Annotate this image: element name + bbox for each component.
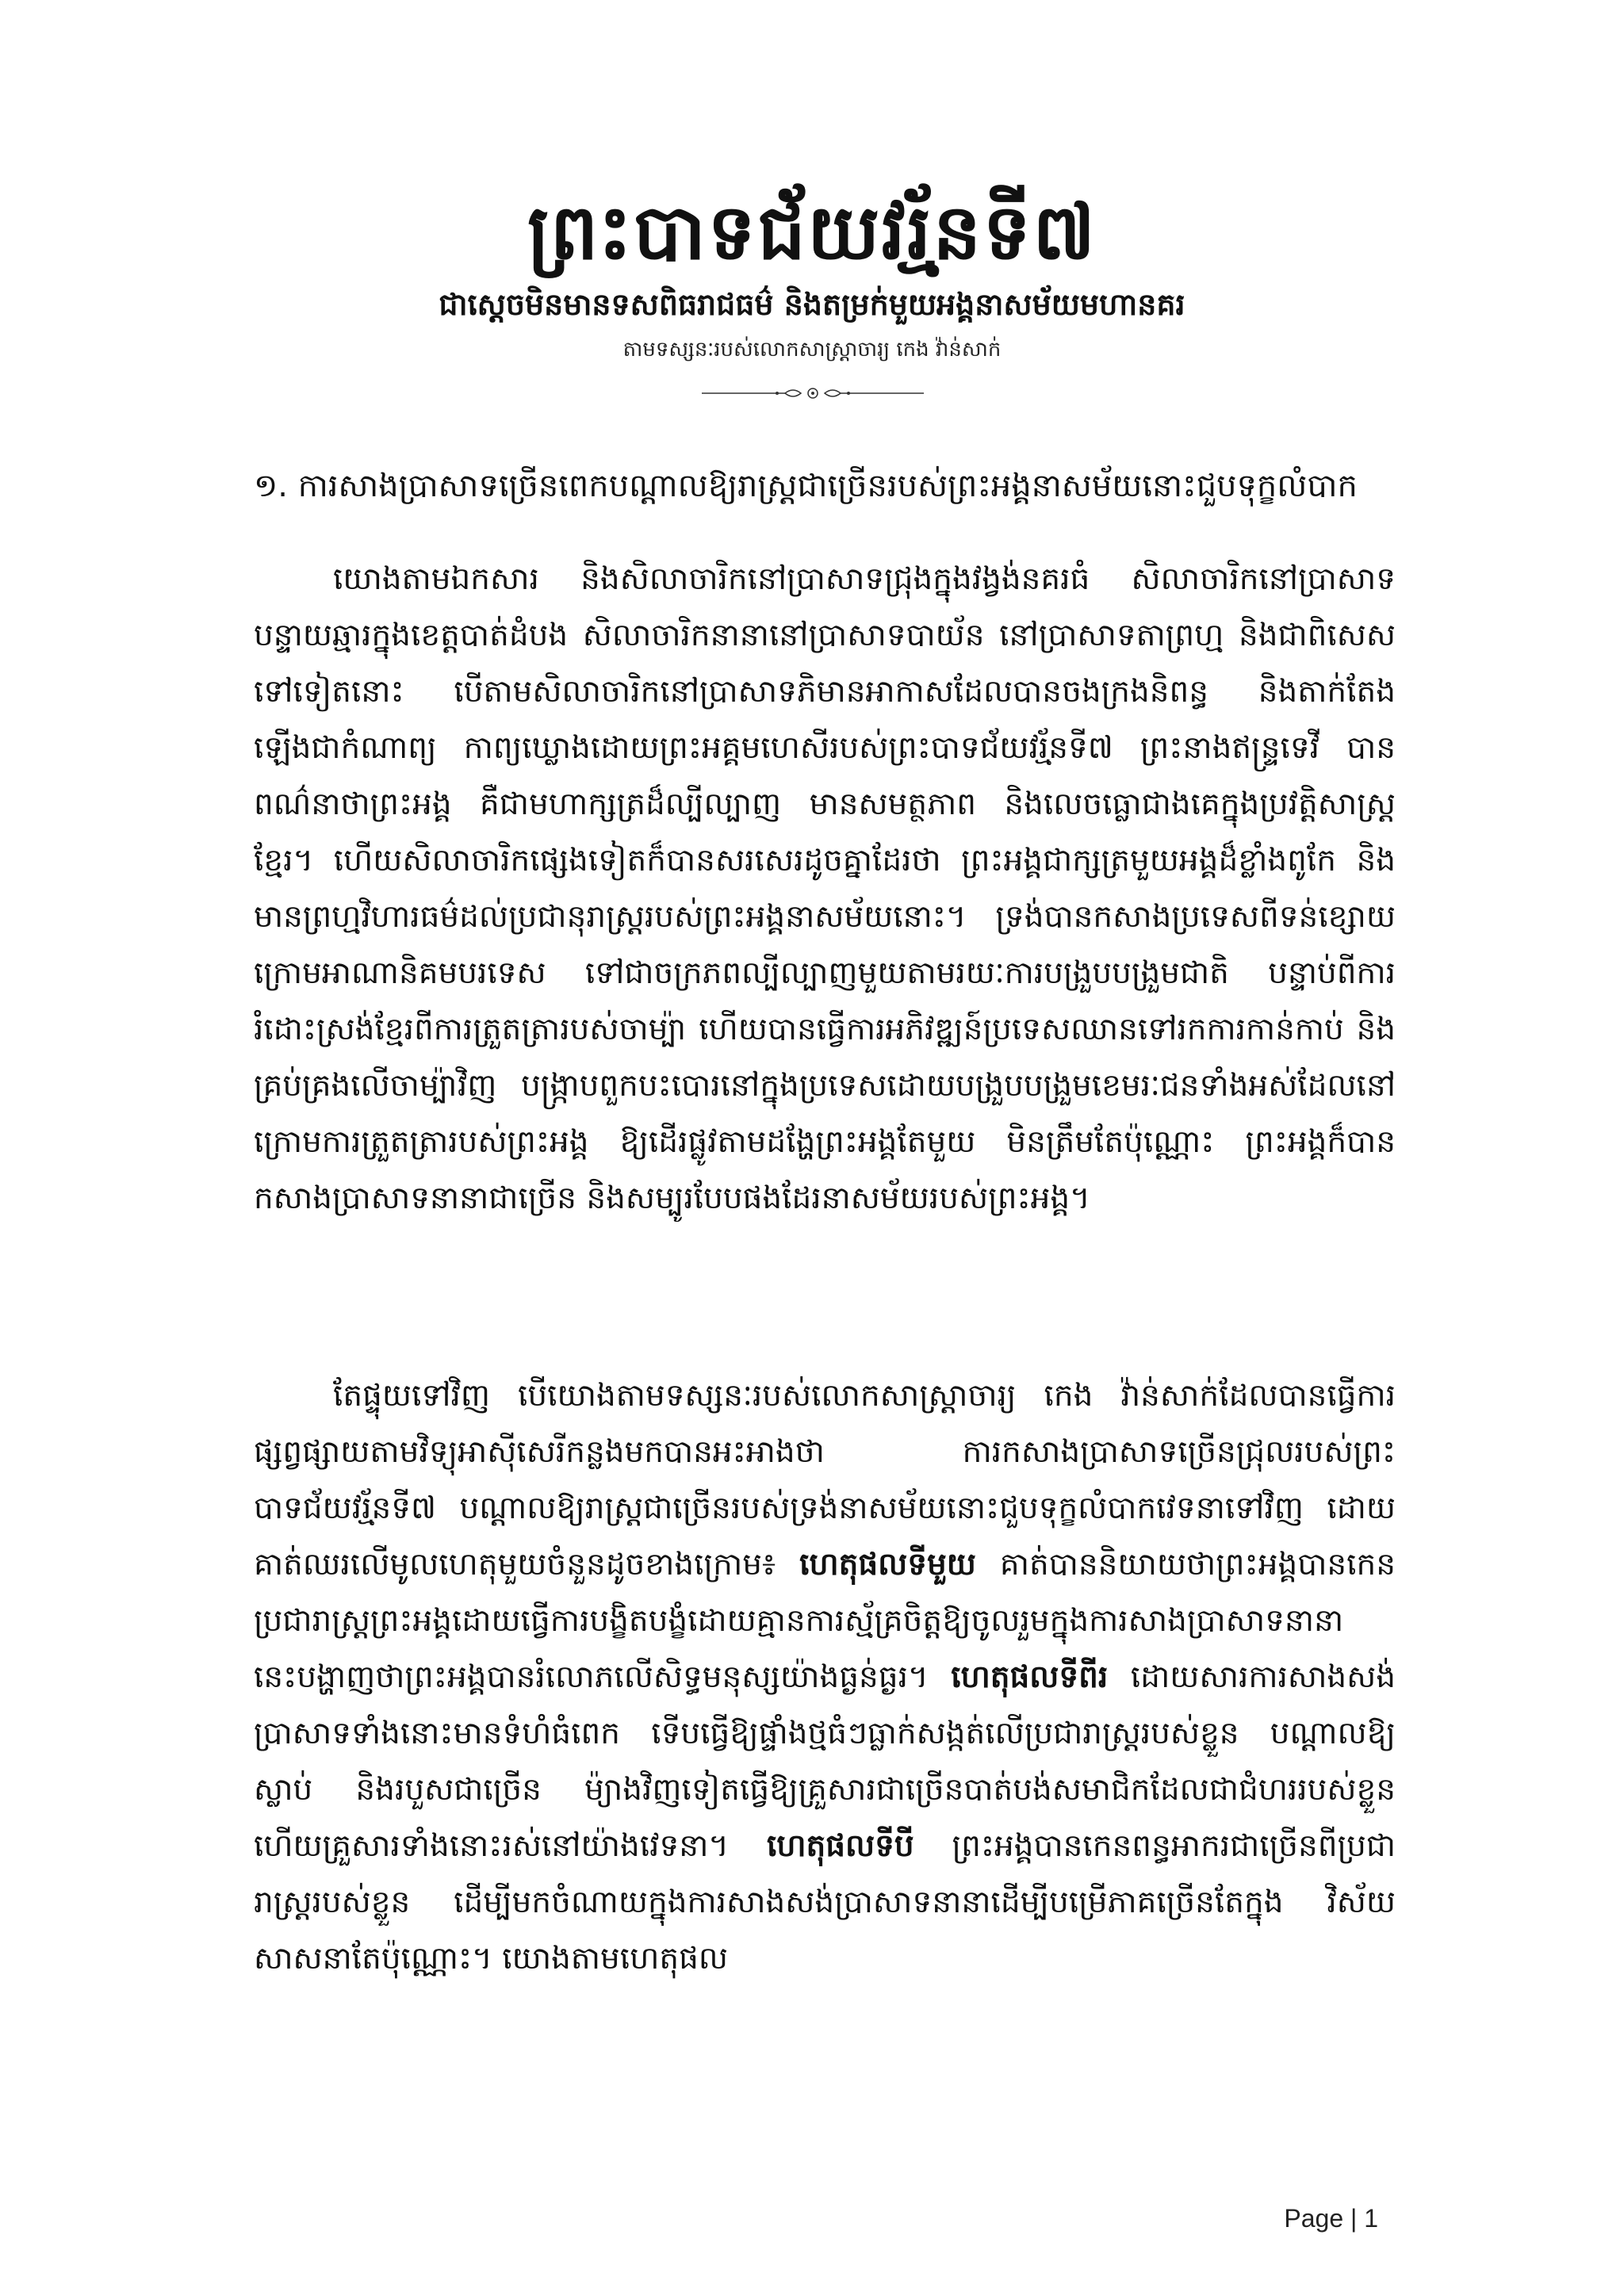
reason-3-label: ហេតុផលទីបី — [766, 1828, 914, 1864]
page-subtitle: ជាស្ដេចមិនមានទសពិធរាជធម៌ និងតម្រក់មួយអង្គនាសម័យមហានគរ — [439, 287, 1185, 322]
paragraph-1: យោងតាមឯកសារ និងសិលាចារិកនៅប្រាសាទជ្រុងក្នុងវង្វង់នគរធំ សិលាចារិកនៅប្រាសាទបន្ទាយឆ្មារក្នុងខេត្តបាត់ដំបង សិលាចារិកនានានៅប្រាសាទបាយ័ន នៅប្រាសាទតាព្រហ្ម និងជាពិសេសទៅទៀតនោះ បើតាមសិលាចារិកនៅប្រាសាទភិមានអាកាសដែលបានចងក្រងនិពន្ធ និងតាក់តែងឡើងជាកំណាព្យ កាព្យឃ្លោងដោយព្រះអគ្គមហេសីរបស់ព្រះបាទជ័យវរ្ម័នទី៧ ព្រះនាងឥន្ទ្រទេវី បានពណ៌នាថាព្រះអង្គ គឺជាមហាក្សត្រដ៏ល្បីល្បាញ មានសមត្ថភាព និងលេចធ្លោជាងគេក្នុងប្រវត្តិសាស្ត្រខ្មែរ។ ហើយសិលាចារិកផ្សេងទៀតក៏បានសរសេរដូចគ្នាដែរថា ព្រះអង្គជាក្សត្រមួយអង្គដ៏ខ្លាំងពូកែ និងមានព្រហ្មវិហារធម៌ដល់ប្រជានុរាស្ត្ររបស់ព្រះអង្គនាសម័យនោះ។ ទ្រង់បានកសាងប្រទេសពីទន់ខ្សោយក្រោមអាណានិគមបរទេស ទៅជាចក្រភពល្បីល្បាញមួយតាមរយៈការបង្រួបបង្រួមជាតិ បន្ទាប់ពីការរំដោះស្រង់ខ្មែរពីការត្រួតត្រារបស់ចាម្ប៉ា ហើយបានធ្វើការអភិវឌ្ឍន៍ប្រទេសឈានទៅរកការកាន់កាប់ និងគ្រប់គ្រងលើចាម្ប៉ាវិញ បង្ក្រាបពួកបះបោរនៅក្នុងប្រទេសដោយបង្រួបបង្រួមខេមរៈជនទាំងអស់ដែលនៅក្រោមការត្រួតត្រារបស់ព្រះអង្គ ឱ្យដើរផ្លូវតាមដង្ហែព្រះអង្គតែមួយ មិនត្រឹមតែប៉ុណ្ណោះ ព្រះអង្គក៏បានកសាងប្រាសាទនានាជាច្រើន និងសម្បូរបែបផងដែរនាសម័យរបស់ព្រះអង្គ។ — [254, 561, 1396, 1216]
paragraph-2-intro: តែផ្ទុយទៅវិញ បើយោងតាមទស្សនៈរបស់លោកសាស្ត្រាចារ្យ កេង វ៉ាន់សាក់ដែលបានធ្វើការផ្សព្វផ្សាយតាមវិទ្យុអាស៊ីសេរីកន្លងមកបានអះអាងថា ការកសាងប្រាសាទច្រើនជ្រុលរបស់ព្រះបាទជ័យវរ្ម័នទី៧ បណ្ដាលឱ្យរាស្ត្រជាច្រើនរបស់ទ្រង់នាសម័យនោះជួបទុក្ខលំបាកវេទនាទៅវិញ ដោយគាត់ឈរលើមូលហេតុមួយចំនួនដូចខាងក្រោម៖ — [254, 1378, 1396, 1582]
reason-1-label: ហេតុផលទីមួយ — [799, 1547, 976, 1582]
reason-2-text: ដោយសារការសាងសង់ប្រាសាទទាំងនោះមានទំហំធំពេក ទើបធ្វើឱ្យផ្ទាំងថ្មធំៗធ្លាក់សង្កត់លើប្រជារាស្ត្ររបស់ខ្លួន បណ្ដាលឱ្យ ស្លាប់ និងរបួសជាច្រើន ម៉្យាងវិញទៀតធ្វើឱ្យគ្រួសារជាច្រើនបាត់បង់សមាជិកដែលជាជំហររបស់ខ្លួន ហើយគ្រួសារទាំងនោះរស់នៅយ៉ាងវេទនា។ — [254, 1659, 1396, 1864]
reason-3-text: ព្រះអង្គបានកេនពន្ធអាករជាច្រើនពីប្រជារាស្ត្ររបស់ខ្លួន ដើម្បីមកចំណាយក្នុងការសាងសង់ប្រាសាទនានាដើម្បីបម្រើភាគច្រើនតែក្នុង វិស័យសាសនាតែប៉ុណ្ណោះ។ យោងតាមហេតុផល — [254, 1828, 1396, 1976]
paragraph-2 — [254, 1368, 1396, 2224]
page-title: ព្រះបាទជ័យវរ្ម័នទី៧ — [527, 187, 1097, 277]
reason-2-label: ហេតុផលទីពីរ — [951, 1659, 1109, 1695]
reason-1-text: គាត់បាននិយាយថាព្រះអង្គបានកេនប្រជារាស្ត្រព្រះអង្គដោយធ្វើការបង្ខិតបង្ខំដោយគ្មានការស្ម័គ្រចិត្តឱ្យចូលរួមក្នុងការសាងប្រាសាទនានា នេះបង្ហាញថាព្រះអង្គបានរំលោភលើសិទ្ធមនុស្សយ៉ាងធ្ងន់ធ្ងរ។ — [254, 1547, 1396, 1695]
byline: តាមទស្សនៈរបស់លោកសាស្ត្រាចារ្យ កេង វ៉ាន់សាក់ — [622, 338, 1002, 362]
page-number: Page | 1 — [1284, 2204, 1378, 2233]
section-heading: ១. ការសាងប្រាសាទច្រើនពេកបណ្ដាលឱ្យរាស្ត្រជាច្រើនរបស់ព្រះអង្គនាសម័យនោះជួបទុក្ខលំបាក — [254, 468, 1358, 504]
divider-ornament — [702, 385, 924, 401]
